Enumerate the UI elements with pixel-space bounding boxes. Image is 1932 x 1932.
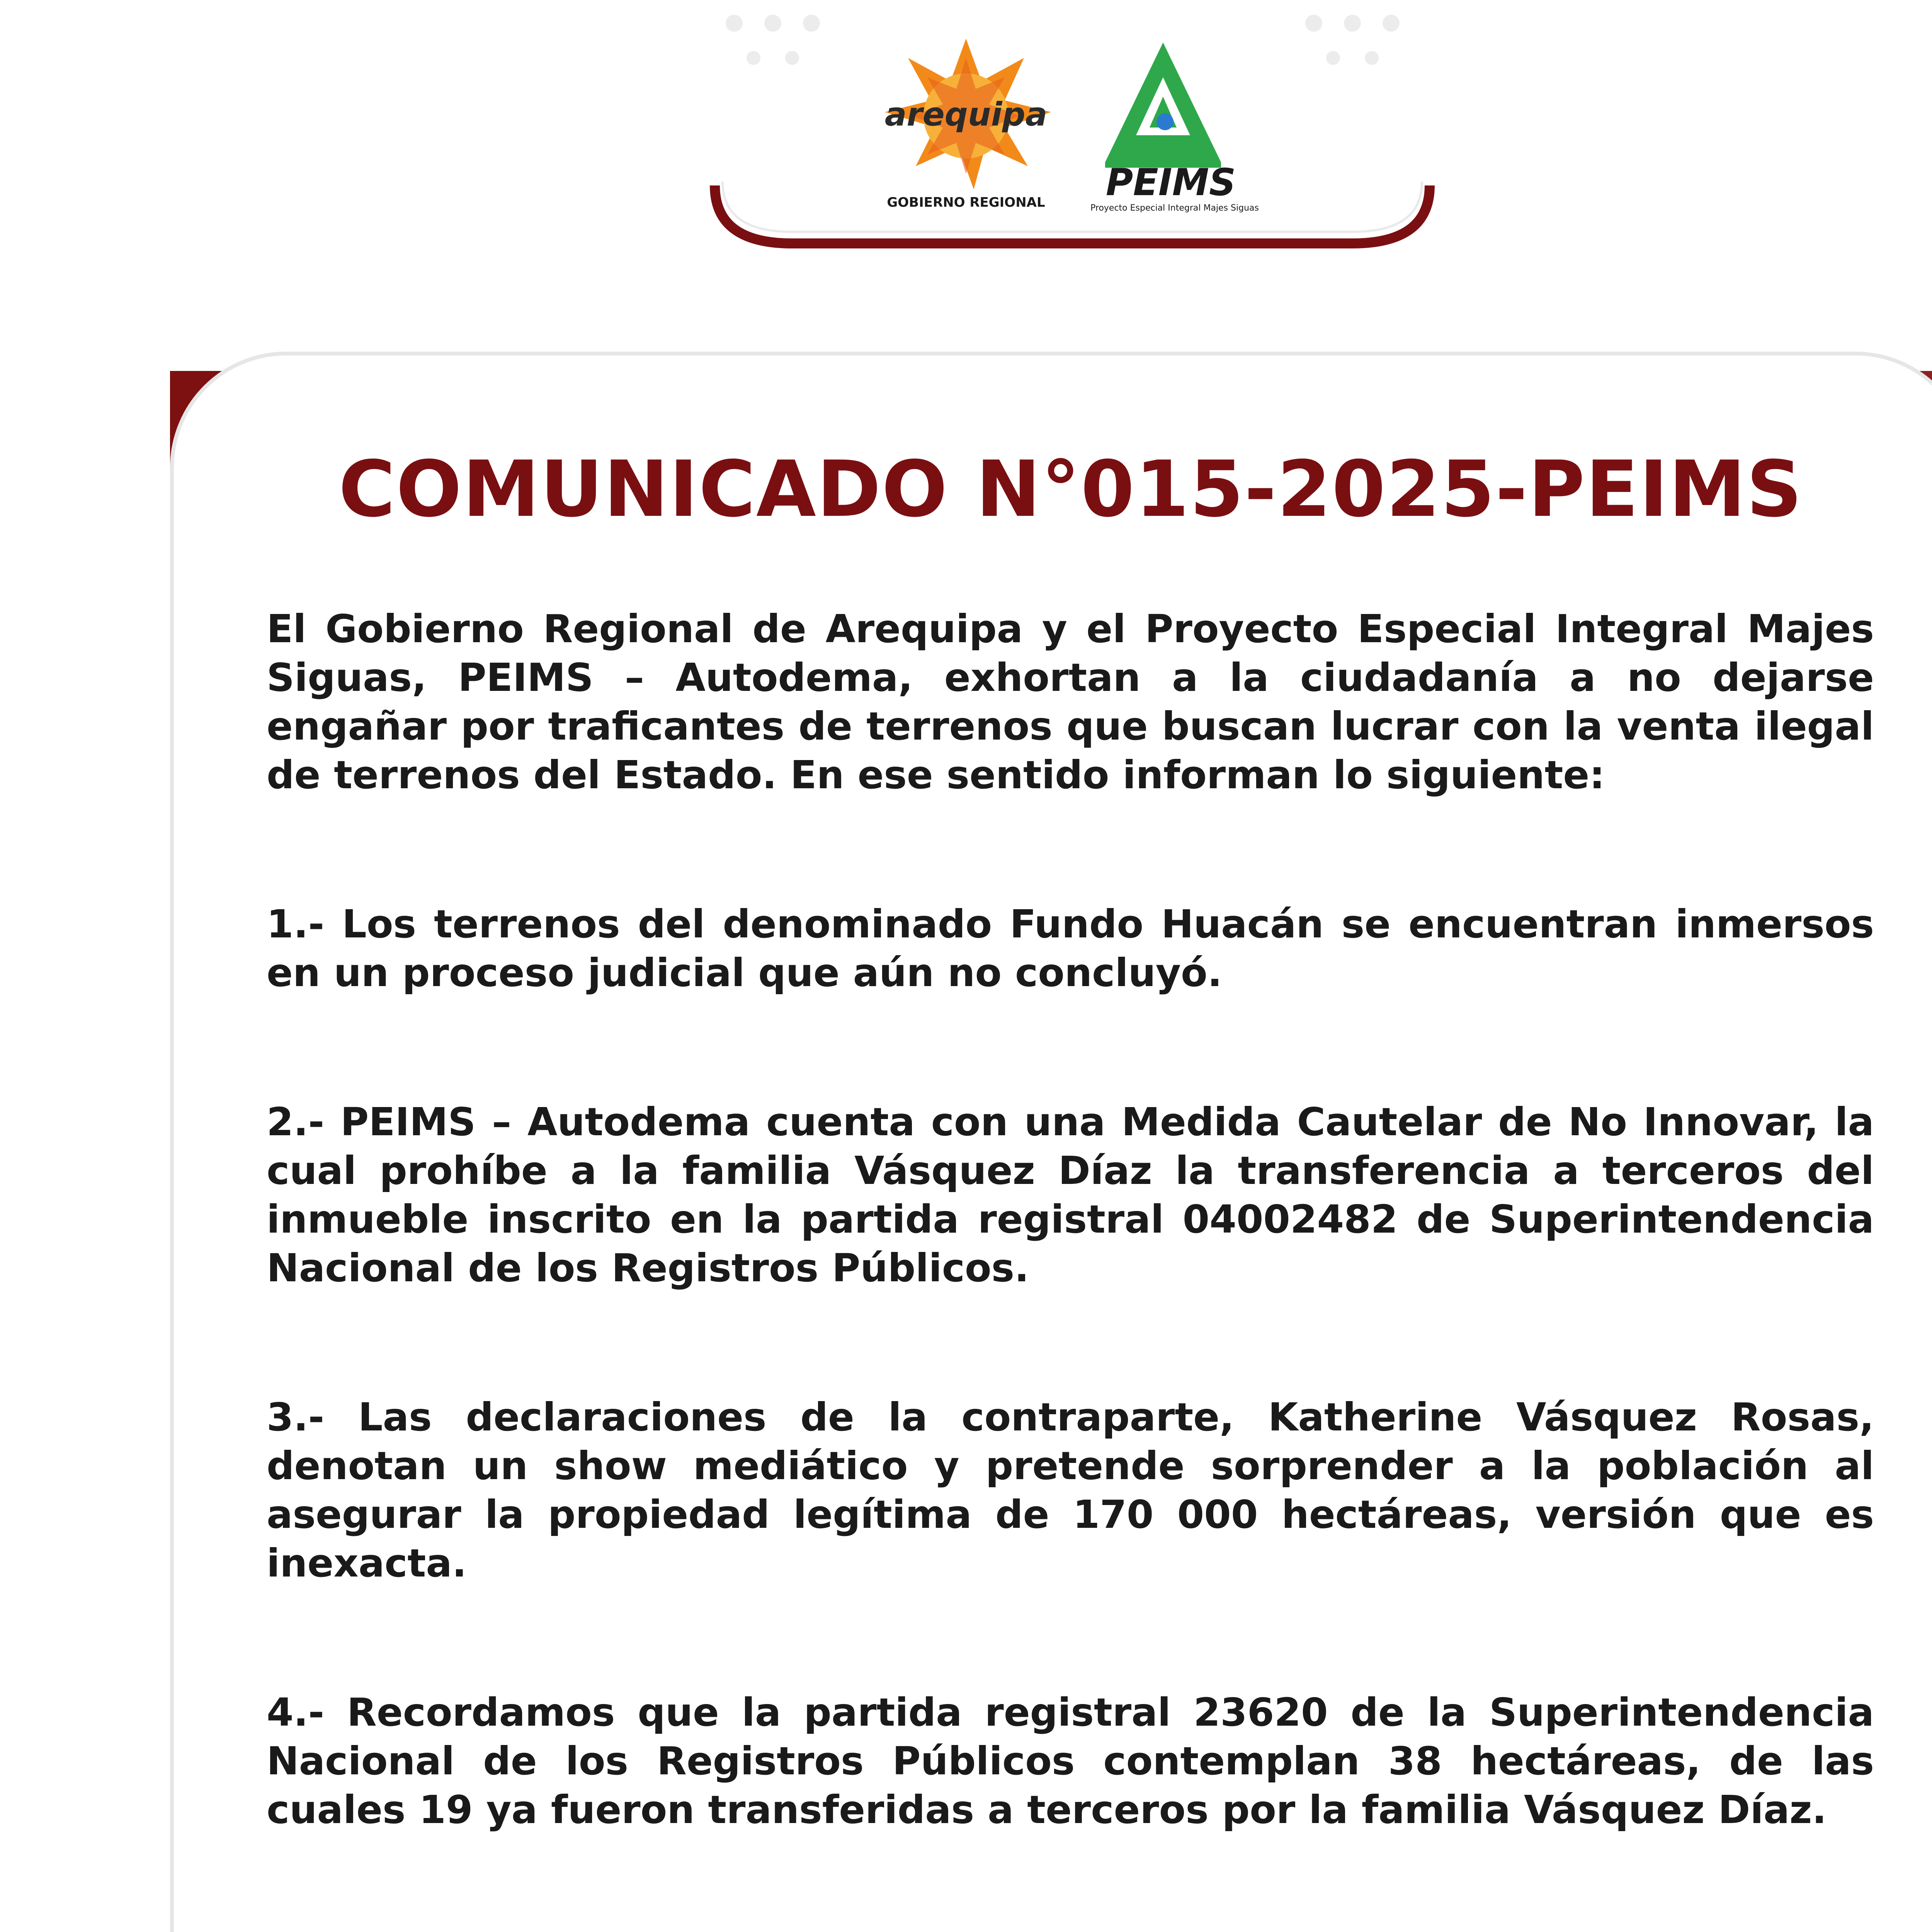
point-4: 4.- Recordamos que la partida registral 23620 de la Superintendencia Nacional de los Registros Públicos contemplan 38 hectáreas, de las cuales 19 ya fueron transferidas a terceros por la familia Vásquez Díaz. (267, 1690, 1874, 1832)
peims-mountain-icon (1105, 43, 1221, 168)
page-title: COMUNICADO N°015-2025-PEIMS (338, 444, 1803, 534)
peims-caption: Proyecto Especial Integral Majes Siguas (1090, 203, 1259, 213)
point-2: 2.- PEIMS – Autodema cuenta con una Medida Cautelar de No Innovar, la cual prohíbe a la familia Vásquez Díaz la transferencia a terceros del inmueble inscrito en la partida registral 04002482 de Superintendencia Nacional de los Registros Públicos. (267, 1099, 1874, 1291)
header-tab (723, 182, 1422, 232)
arequipa-logo (869, 35, 1063, 216)
point-1: 1.- Los terrenos del denominado Fundo Huacán se encuentran inmersos en un proceso judicial que aún no concluyó. (267, 901, 1874, 995)
arequipa-caption: GOBIERNO REGIONAL (887, 195, 1045, 210)
point-3: 3.- Las declaraciones de la contraparte, Katherine Vásquez Rosas, denotan un show mediático y pretende sorprender a la población al asegurar la propiedad legítima de 170 000 hectáreas, versión que es inexacta. (267, 1395, 1874, 1586)
communique-body (267, 605, 1874, 1932)
intro-paragraph: El Gobierno Regional de Arequipa y el Proyecto Especial Integral Majes Siguas, PEIMS – Autodema, exhortan a la ciudadanía a no dejarse engañar por traficantes de terrenos que buscan lucrar con la venta ilegal de terrenos del Estado. En ese sentido informan lo siguiente: (267, 606, 1874, 798)
halftone-dots (726, 15, 1400, 65)
peims-logo-text: PEIMS (1105, 161, 1236, 204)
peims-logo (1082, 35, 1283, 216)
arequipa-logo-text: arequipa (884, 95, 1048, 133)
